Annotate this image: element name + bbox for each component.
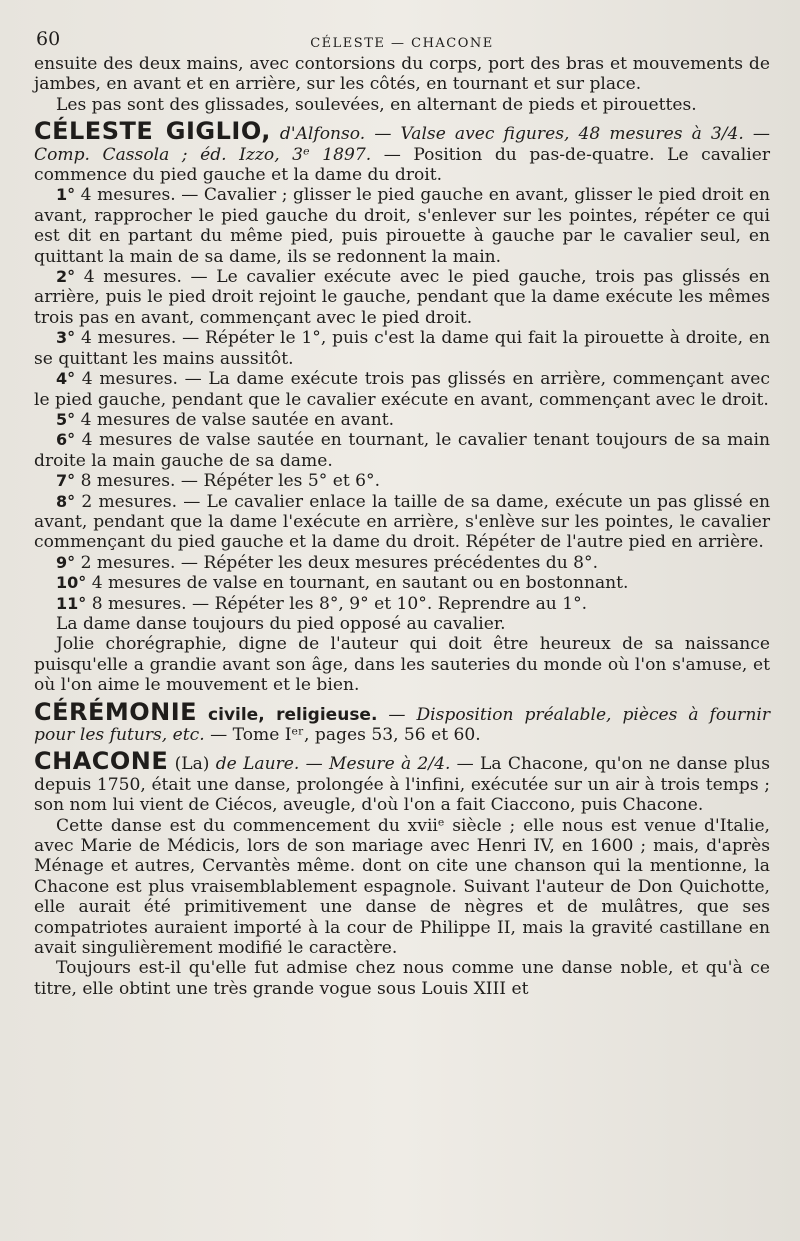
step-number: 3° [56,328,76,348]
intro-paragraph: Les pas sont des glissades, soulevées, en alternant de pieds et pirouettes. [56,94,697,115]
step-text: 2 mesures. — Répéter les deux mesures précédentes du 8°. [80,552,599,573]
body-paragraph: Toujours est-il qu'elle fut admise chez nous comme une danse noble, et qu'à ce titre, elle obtint une très grande vogue sous Louis XIII et [34,958,770,999]
step-number: 5° [56,409,76,429]
step-number: 7° [56,471,76,491]
step-number: 2° [56,267,76,287]
entry-ceremonie [34,697,770,746]
step-number: 10° [56,573,87,593]
intro-paragraph: ensuite des deux mains, avec contorsions du corps, port des bras et mouvements de jambes, en avant et en arrière, sur les côtés, en tournant et sur place. [34,54,770,95]
step-text: 8 mesures. — Répéter les 5° et 6°. [80,471,381,492]
step-text: 4 mesures. — La dame exécute trois pas glissés en arrière, commençant avec le pied gauche, pendant que le cavalier exécute en avant, commençant avec le droit. [34,369,770,410]
step-text: 4 mesures de valse sautée en tournant, le cavalier tenant toujours de sa main droite la main gauche de sa dame. [34,430,770,471]
step-item [34,410,770,430]
entry-description: — Disposition préalable, pièces à fournir pour les futurs, etc. [34,704,770,745]
entry-description: — Position du pas-de-quatre. Le cavalier commence du pied gauche et la dame du droit. [34,144,770,186]
step-number: 6° [56,430,76,450]
entry-article: (La) [174,754,210,775]
step-number: 1° [56,185,76,205]
entry-author: d'Alfonso. [279,124,366,145]
step-item [34,267,770,328]
step-text: 4 mesures de valse en tournant, en sautant ou en bostonnant. [91,573,629,594]
page-number: 60 [36,28,61,50]
entry-chacone [34,747,770,999]
step-number: 9° [56,552,76,572]
step-text: 2 mesures. — Le cavalier enlace la taille de sa dame, exécute un pas glissé en avant, pendant que la dame l'exécute en arrière, s'enlève sur les pointes, le cavalier commençant du pied gauche et la dame du droit. Répéter de l'autre pied en arrière. [34,491,770,553]
step-item [34,185,770,267]
entry-heading-paragraph [34,117,771,186]
step-text: 8 mesures. — Répéter les 8°, 9° et 10°. Reprendre au 1°. [91,593,588,614]
step-item [34,430,770,471]
step-text: 4 mesures. — Répéter le 1°, puis c'est la dame qui fait la pirouette à droite, en se quittant les mains aussitôt. [34,328,771,369]
step-item [34,328,770,369]
step-item [34,594,770,614]
entry-heading-paragraph [34,747,770,816]
step-item [34,471,770,491]
step-number: 4° [56,369,76,389]
entry-title: CÉLESTE GIGLIO, [34,117,271,146]
note-paragraph: Jolie chorégraphie, digne de l'auteur qui doit être heureux de sa naissance puisqu'elle a grandie avant son âge, dans les sauteries du monde où l'on s'amuse, et où l'on aime le mouvement et le bien. [34,634,770,696]
step-list [34,185,770,614]
entry-body: — La Chacone, qu'on ne danse plus depuis 1750, était une danse, prolongée à l'infini, exécutée sur un air à trois temps ; son nom lui vient de Ciécos, aveugle, d'où l'on a fait Ciaccono, puis Chacone. [34,754,770,816]
entry-title: CHACONE [34,747,169,776]
step-item [34,573,770,593]
step-text: 4 mesures de valse sautée en avant. [80,409,395,430]
page-header [34,14,770,54]
entry-celeste-giglio [34,117,771,696]
page-content [34,54,770,999]
note-paragraph: La dame danse toujours du pied opposé au cavalier. [56,613,506,634]
entry-description: — Tome Iᵉʳ, pages 53, 56 et 60. [210,725,481,745]
body-paragraph: Cette danse est du commencement du xviiᵉ siècle ; elle nous est venue d'Italie, avec Marie de Médicis, lors de son mariage avec Henri IV, en 1600 ; mais, d'après Ménage et autres, Cervantès même. dont on cite une chanson qui la mentionne, la Chacone est plus vraisemblablement espagnole. Suivant l'auteur de Don Quichotte, elle aurait été primitivement une danse de nègres et de mulâtres, que ses compatriotes auraient importé à la cour de Philippe II, mais la gravité castillane en avait singulièrement modifié le caractère. [34,815,770,959]
entry-description: de Laure. — Mesure à 2/4. [215,754,451,775]
entry-title: CÉRÉMONIE [34,697,198,726]
step-item [34,492,770,553]
running-head: CÉLESTE — CHACONE [310,36,494,51]
step-number: 11° [56,593,87,613]
step-item [34,369,770,410]
step-item [34,553,770,573]
step-text: 4 mesures. — Cavalier ; glisser le pied gauche en avant, glisser le pied droit en avant, rapprocher le pied gauche du droit, s'enlever sur les pointes, répéter ce qui est dit en partant du même pied, puis pirouette à gauche par le cavalier seul, en quittant la main de sa dame, ils se redonnent la main. [34,185,770,267]
entry-subtitle: civile, religieuse. [208,704,378,725]
entry-heading-paragraph [34,697,770,746]
step-text: 4 mesures. — Le cavalier exécute avec le pied gauche, trois pas glissés en arrière, puis le pied droit rejoint le gauche, pendant que la dame exécute les mêmes trois pas en avant, commençant avec le pied droit. [34,267,770,328]
step-number: 8° [56,491,76,511]
entry-description: — Valse avec figures, 48 mesures à 3/4. — Comp. Cassola ; éd. Izzo, 3ᵉ 1897. [34,124,771,165]
